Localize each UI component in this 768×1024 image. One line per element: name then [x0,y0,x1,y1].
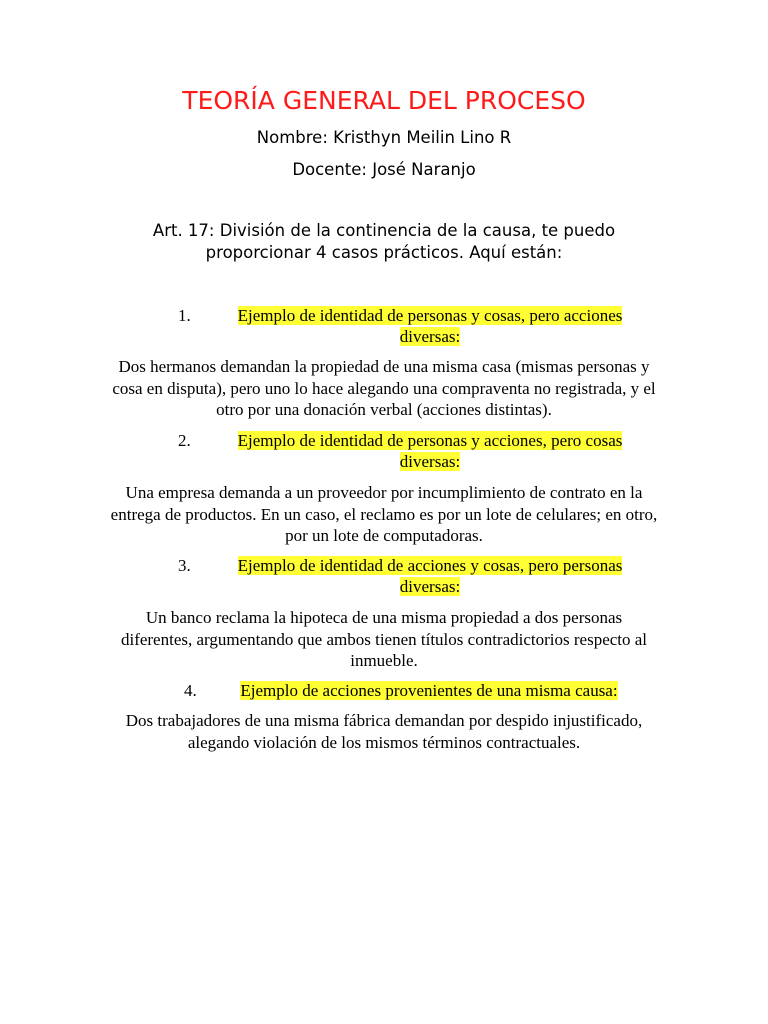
case-body: Un banco reclama la hipoteca de una misma propiedad a dos personas diferentes, argumentando que ambos tienen títulos contradictorios respecto al inmueble. [120,608,648,670]
intro-paragraph: Art. 17: División de la continencia de la causa, te puedo proporcionar 4 casos prácticos. Aquí están: [152,221,616,262]
case-body: Dos hermanos demandan la propiedad de una misma casa (mismas personas y cosa en disputa), pero uno lo hace alegando una compraventa no registrada, y el otro por una donación verbal (acciones distintas). [112,357,656,419]
case-body: Una empresa demanda a un proveedor por incumplimiento de contrato en la entrega de productos. En un caso, el reclamo es por un lote de celulares; en otro, por un lote de computadoras. [110,483,658,545]
document-title: TEORÍA GENERAL DEL PROCESO [182,86,586,115]
case-heading-text: Ejemplo de identidad de personas y cosas, pero acciones diversas: [237,306,623,346]
case-number: 3. [178,556,191,575]
case-number: 2. [178,431,191,450]
student-name: Nombre: Kristhyn Meilin Lino R [256,128,512,147]
case-body: Dos trabajadores de una misma fábrica demandan por despido injustificado, alegando violación de los mismos términos contractuales. [125,711,643,752]
case-number: 4. [184,681,197,700]
case-heading-text: Ejemplo de identidad de personas y acciones, pero cosas diversas: [237,431,623,471]
case-heading-text: Ejemplo de identidad de acciones y cosas, pero personas diversas: [237,556,623,596]
case-heading-text: Ejemplo de acciones provenientes de una misma causa: [240,681,618,700]
case-number: 1. [178,306,191,325]
teacher-name: Docente: José Naranjo [292,160,476,179]
